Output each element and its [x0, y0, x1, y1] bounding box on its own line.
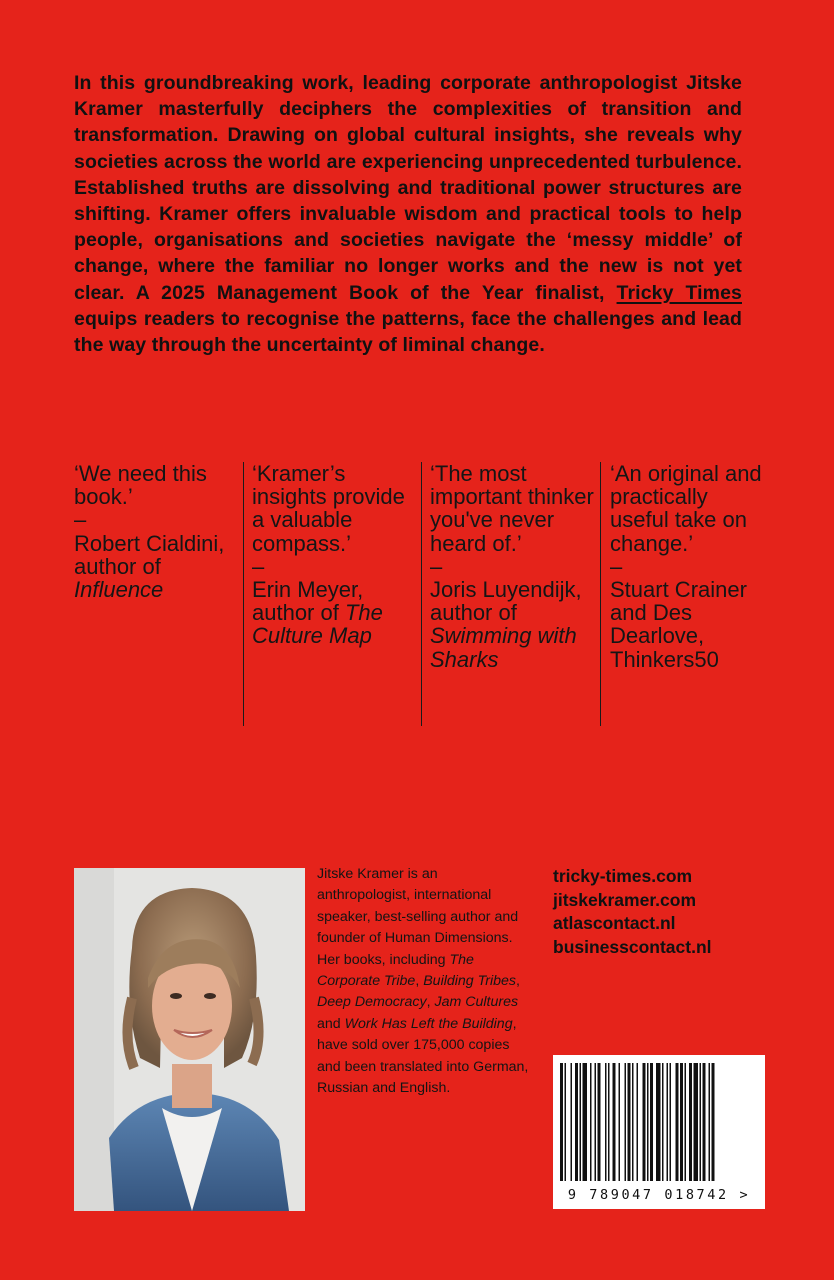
bio-separator: , — [426, 994, 431, 1011]
book-the-corporate-tribe: The Corporate Tribe — [317, 951, 474, 990]
quote-dash: – — [74, 507, 87, 533]
quote-dash: – — [430, 553, 443, 579]
barcode-bars — [560, 1063, 758, 1181]
column-divider — [243, 462, 244, 726]
website-link[interactable]: tricky-times.com — [553, 866, 693, 886]
author-bio — [317, 864, 532, 1099]
quote-work: Influence — [74, 577, 164, 603]
quote-attribution: Joris Luyendijk, author of — [430, 577, 582, 626]
bio-text: Jitske Kramer is an anthropologist, international speaker, best-selling author and founder of Human Dimensions. Her books, including — [317, 866, 519, 968]
blurb-text-end: equips readers to recognise the patterns, face the challenges and lead the way through the uncertainty of liminal change. — [74, 307, 742, 357]
endorsement-meyer — [252, 462, 412, 648]
bio-separator: , — [415, 973, 420, 990]
endorsements — [0, 462, 834, 732]
isbn-barcode — [553, 1055, 765, 1209]
book-work-has-left-the-building: Work Has Left the Building — [344, 1015, 513, 1032]
author-portrait-illustration — [74, 868, 305, 1211]
quote-dash: – — [252, 553, 265, 579]
blurb-paragraph — [74, 70, 742, 358]
bio-separator: , — [516, 973, 520, 990]
blurb-text: In this groundbreaking work, leading corporate anthropologist Jitske Kramer masterfully deciphers the complexities of transition and transformation. Drawing on global cultural insights, she reveals why societies across the world are experiencing unprecedented turbulence. Established truths are dissolving and traditional power structures are shifting. Kramer offers invaluable wisdom and practical tools to help people, organisations and societies navigate the ‘messy middle’ of change, where the familiar no longer works and the new is not yet clear. A 2025 Management Book of the Year finalist, — [74, 72, 742, 304]
author-photo — [74, 868, 305, 1211]
isbn-number: 9 789047 018742 > — [567, 1187, 751, 1203]
website-link[interactable]: businesscontact.nl — [553, 936, 712, 957]
websites — [553, 865, 712, 959]
endorsement-luyendijk — [430, 462, 598, 671]
quote-text: ‘An original and practically useful take on change.’ — [610, 461, 762, 556]
quote-text: ‘We need this book.’ — [74, 461, 207, 510]
bio-text-end: , have sold over 175,000 copies and been translated into German, Russian and English. — [317, 1015, 529, 1097]
website-link[interactable]: atlascontact.nl — [553, 913, 676, 933]
quote-work: The Culture Map — [252, 600, 383, 649]
quote-text: ‘Kramer’s insights provide a valuable compass.’ — [252, 461, 405, 556]
quote-text: ‘The most important thinker you've never heard of.’ — [430, 461, 594, 556]
book-building-tribes: Building Tribes — [423, 973, 517, 990]
quote-attribution: Robert Cialdini, author of — [74, 530, 225, 579]
book-title: Tricky Times — [616, 281, 742, 304]
book-deep-democracy: Deep Democracy — [317, 994, 427, 1011]
column-divider — [600, 462, 601, 726]
website-link[interactable]: jitskekramer.com — [553, 889, 697, 910]
endorsement-cialdini — [74, 462, 239, 601]
endorsement-crainer-dearlove — [610, 462, 770, 671]
quote-work: Swimming with Sharks — [430, 623, 577, 672]
bio-separator: and — [317, 1015, 341, 1032]
quote-attribution: Stuart Crainer and Des Dearlove, Thinkers50 — [610, 577, 747, 672]
quote-dash: – — [610, 553, 623, 579]
back-cover-blurb — [74, 70, 742, 358]
book-jam-cultures: Jam Cultures — [434, 994, 519, 1011]
column-divider — [421, 462, 422, 726]
quote-attribution: Erin Meyer, author of — [252, 577, 364, 626]
